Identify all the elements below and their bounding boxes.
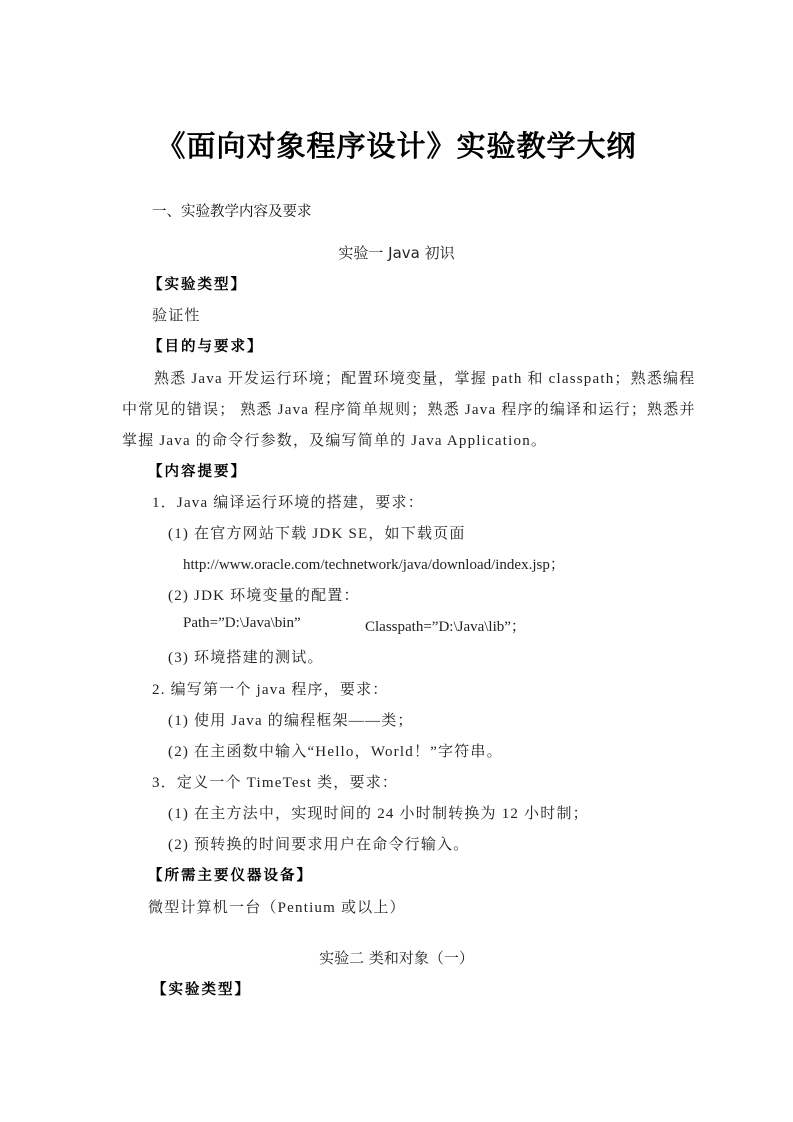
equipment-value: 微型计算机一台（Pentium 或以上）	[148, 900, 406, 916]
content-item-3-sub-2: (2) 预转换的时间要求用户在命令行输入。	[168, 837, 470, 853]
experiment-type-header: 【实验类型】	[148, 277, 247, 293]
content-header: 【内容提要】	[148, 464, 247, 480]
purpose-line-2: 中常见的错误； 熟悉 Java 程序简单规则；熟悉 Java 程序的编译和运行；熟悉并	[122, 402, 696, 418]
content-item-3: 3．定义一个 TimeTest 类，要求：	[152, 775, 399, 791]
content-item-1-sub-2: (2) JDK 环境变量的配置：	[168, 588, 360, 604]
content-item-3-sub-1: (1) 在主方法中，实现时间的 24 小时制转换为 12 小时制；	[168, 806, 589, 822]
content-item-1-sub-3: (3) 环境搭建的测试。	[168, 650, 324, 666]
classpath-config: Classpath=”D:\Java\lib”；	[365, 619, 526, 635]
content-item-1-sub-1: (1) 在官方网站下载 JDK SE，如下载页面	[168, 526, 466, 542]
content-item-2-sub-2: (2) 在主函数中输入“Hello，World！”字符串。	[168, 744, 503, 760]
section-heading: 一、实验教学内容及要求	[152, 204, 312, 220]
content-item-2: 2. 编写第一个 java 程序，要求：	[152, 682, 389, 698]
experiment-2-type-header: 【实验类型】	[152, 982, 251, 998]
document-title: 《面向对象程序设计》实验教学大纲	[156, 129, 637, 163]
purpose-header: 【目的与要求】	[148, 339, 264, 355]
content-item-1: 1．Java 编译运行环境的搭建，要求：	[152, 495, 424, 511]
equipment-header: 【所需主要仪器设备】	[148, 868, 313, 884]
experiment-1-title: 实验一 Java 初识	[338, 244, 455, 262]
content-item-2-sub-1: (1) 使用 Java 的编程框架——类；	[168, 713, 414, 729]
experiment-2-title: 实验二 类和对象（一）	[319, 949, 474, 967]
experiment-type-value: 验证性	[152, 308, 201, 324]
purpose-line-1: 熟悉 Java 开发运行环境；配置环境变量，掌握 path 和 classpath；熟悉编程	[154, 371, 696, 387]
path-config: Path=”D:\Java\bin”	[183, 615, 301, 631]
download-url: http://www.oracle.com/technetwork/java/download/index.jsp；	[183, 557, 565, 573]
purpose-line-3: 掌握 Java 的命令行参数，及编写简单的 Java Application。	[122, 433, 548, 449]
